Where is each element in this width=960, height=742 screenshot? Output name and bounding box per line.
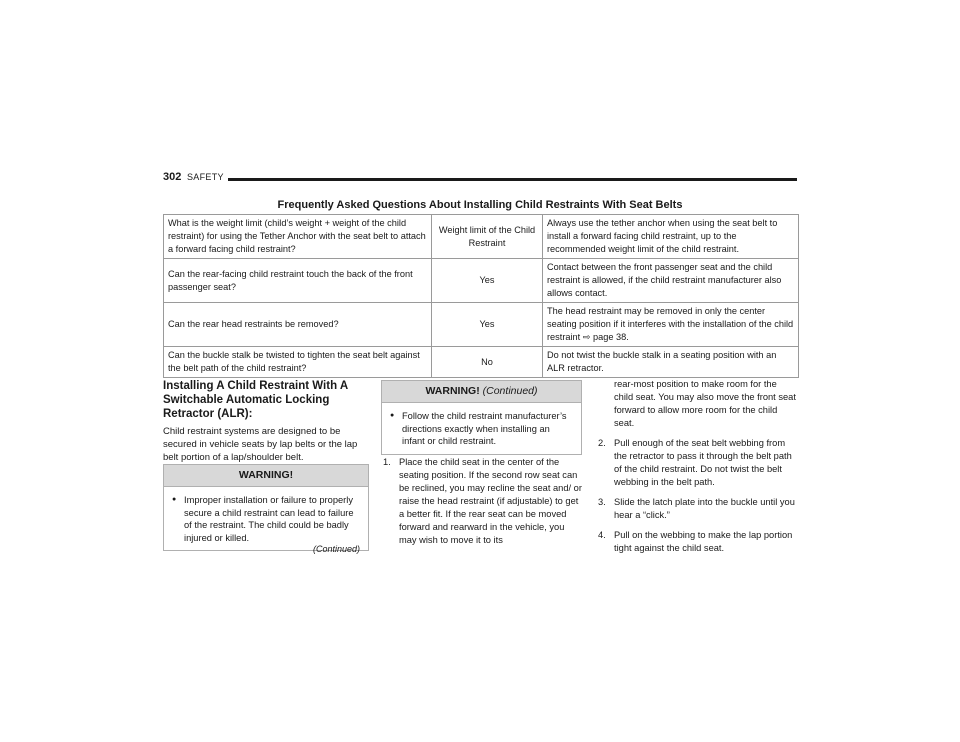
section-heading: Installing A Child Restraint With A Switchable Automatic Locking Retractor (ALR):: [163, 380, 348, 420]
faq-answer: Weight limit of the Child Restraint: [432, 215, 543, 259]
faq-question: What is the weight limit (child’s weight + weight of the child restraint) for using the Tether Anchor with the seat belt to attach a forward facing child restraint?: [164, 215, 432, 259]
faq-question: Can the rear head restraints be removed?: [164, 303, 432, 347]
table-row: [164, 259, 799, 303]
faq-question: Can the rear-facing child restraint touch the back of the front passenger seat?: [164, 259, 432, 303]
page-ref-arrow-icon: ⇨: [582, 332, 591, 342]
step-text: Pull enough of the seat belt webbing from the retractor to pass it through the belt path of the child restraint. Do not twist the belt webbing in the belt path.: [614, 438, 792, 487]
faq-answer: No: [432, 347, 543, 378]
faq-note: Always use the tether anchor when using the seat belt to install a forward facing child restraint, up to the recommended weight limit of the child restraint.: [543, 215, 799, 259]
warning-title: WARNING!: [164, 465, 368, 487]
faq-answer: Yes: [432, 259, 543, 303]
step-text: Slide the latch plate into the buckle until you hear a “click.”: [614, 497, 795, 520]
list-item: [598, 437, 798, 489]
header-rule: [228, 178, 797, 181]
faq-table-title: Frequently Asked Questions About Installing Child Restraints With Seat Belts: [277, 199, 683, 211]
steps-list-continued: [598, 378, 798, 562]
warning-text: Follow the child restraint manufacturer’s directions exactly when installing an infant or child restraint.: [402, 411, 567, 446]
list-item: [390, 410, 573, 448]
faq-question: Can the buckle stalk be twisted to tighten the seat belt against the belt path of the child restraint?: [164, 347, 432, 378]
faq-note: The head restraint may be removed in only the center seating position if it interferes with the installation of the child restraint: [547, 306, 794, 342]
faq-note: Do not twist the buckle stalk in a seating position with an ALR retractor.: [543, 347, 799, 378]
list-item: [383, 456, 583, 547]
step-text: Place the child seat in the center of the seating position. If the second row seat can be reclined, you may recline the seat and/ or raise the head restraint (if adjustable) to get a better fit. If the rear seat can be moved forward and rearward in the vehicle, you may wish to move it to its: [399, 457, 582, 545]
step-number: 1.: [383, 457, 391, 467]
faq-answer: Yes: [432, 303, 543, 347]
warning-box: [163, 464, 369, 551]
table-row: [164, 347, 799, 378]
warning-title: WARNING!: [425, 385, 480, 397]
bullet-icon: ●: [390, 412, 395, 419]
faq-table: [163, 214, 799, 378]
faq-note: Contact between the front passenger seat and the child restraint is allowed, if the child restraint manufacturer also allows contact.: [543, 259, 799, 303]
step-text-continued: rear-most position to make room for the child seat. You may also move the front seat forward to allow more room for the child seat.: [614, 379, 796, 428]
page-ref-link[interactable]: page 38.: [593, 332, 629, 342]
table-row: [164, 215, 799, 259]
list-item: [598, 529, 798, 555]
list-item: [598, 496, 798, 522]
faq-note-cell: [543, 303, 799, 347]
warning-title-row: [382, 381, 581, 403]
step-number: 2.: [598, 438, 606, 448]
step-text: Pull on the webbing to make the lap portion tight against the child seat.: [614, 530, 793, 553]
list-item: [172, 494, 360, 544]
intro-paragraph: Child restraint systems are designed to be secured in vehicle seats by lap belts or the lap belt portion of a lap/shoulder belt.: [163, 426, 358, 463]
bullet-icon: ●: [172, 496, 177, 503]
page-number: 302: [163, 171, 182, 183]
warning-box-continued: [381, 380, 582, 455]
continued-note: (Continued): [313, 544, 361, 554]
table-row: [164, 303, 799, 347]
step-number: 3.: [598, 497, 606, 507]
step-number: 4.: [598, 530, 606, 540]
section-label: SAFETY: [187, 172, 224, 182]
steps-list: [383, 456, 583, 554]
warning-title-suffix: (Continued): [482, 385, 538, 397]
warning-text: Improper installation or failure to properly secure a child restraint can lead to failure of the restraint. The child could be badly injured or killed.: [184, 495, 354, 543]
